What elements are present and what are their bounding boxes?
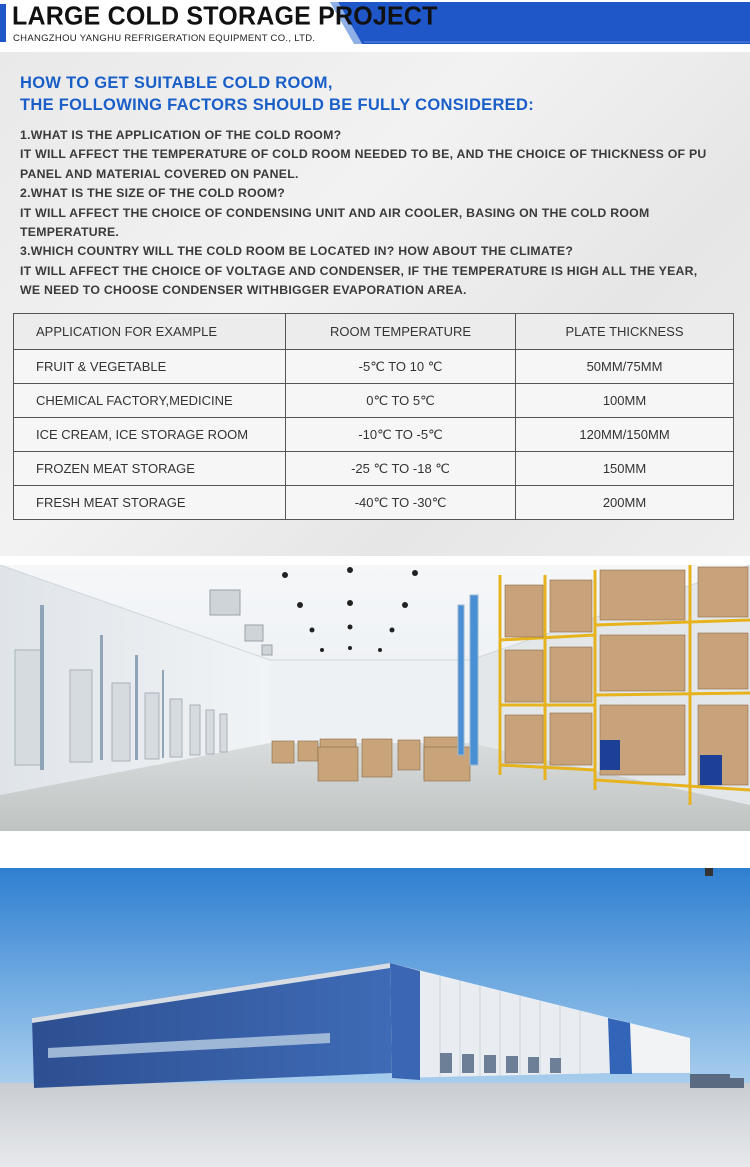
factors-text bbox=[20, 126, 735, 301]
table-cell: -40℃ TO -30℃ bbox=[286, 486, 516, 520]
building-exterior-illustration bbox=[0, 868, 750, 1167]
table-cell: -25 ℃ TO -18 ℃ bbox=[286, 452, 516, 486]
table-header-application: APPLICATION FOR EXAMPLE bbox=[14, 314, 286, 350]
table-row bbox=[14, 418, 734, 452]
spec-table bbox=[13, 313, 734, 520]
table-cell: ICE CREAM, ICE STORAGE ROOM bbox=[14, 418, 286, 452]
table-row bbox=[14, 486, 734, 520]
info-section bbox=[0, 52, 750, 556]
section-heading bbox=[20, 72, 534, 116]
header-accent-bar bbox=[0, 4, 6, 42]
text-line: 1.WHAT IS THE APPLICATION OF THE COLD ROOM? bbox=[20, 128, 342, 142]
heading-line-2: THE FOLLOWING FACTORS SHOULD BE FULLY CONSIDERED: bbox=[20, 96, 534, 114]
text-line: 3.WHICH COUNTRY WILL THE COLD ROOM BE LOCATED IN? HOW ABOUT THE CLIMATE? bbox=[20, 244, 574, 259]
table-row bbox=[14, 452, 734, 486]
warehouse-interior-illustration bbox=[0, 565, 750, 831]
warehouse-interior-photo bbox=[0, 565, 750, 831]
table-cell: FRUIT & VEGETABLE bbox=[14, 350, 286, 384]
table-cell: CHEMICAL FACTORY,MEDICINE bbox=[14, 384, 286, 418]
table-cell: FRESH MEAT STORAGE bbox=[14, 486, 286, 520]
table-cell: 200MM bbox=[516, 486, 734, 520]
text-line: PANEL AND MATERIAL COVERED ON PANEL. bbox=[20, 166, 299, 181]
header-banner bbox=[0, 0, 750, 50]
text-line: IT WILL AFFECT THE CHOICE OF CONDENSING UNIT AND AIR COOLER, BASING ON THE COLD ROOM bbox=[20, 205, 650, 220]
table-header-thickness: PLATE THICKNESS bbox=[516, 314, 734, 350]
table-header-temperature: ROOM TEMPERATURE bbox=[286, 314, 516, 350]
table-row bbox=[14, 350, 734, 384]
table-cell: 0℃ TO 5℃ bbox=[286, 384, 516, 418]
table-cell: FROZEN MEAT STORAGE bbox=[14, 452, 286, 486]
company-name: CHANGZHOU YANGHU REFRIGERATION EQUIPMENT CO., LTD. bbox=[13, 33, 316, 44]
photo-spacer bbox=[0, 831, 750, 868]
table-cell: -5℃ TO 10 ℃ bbox=[286, 350, 516, 384]
heading-line-1: HOW TO GET SUITABLE COLD ROOM, bbox=[20, 74, 333, 92]
table-header-row bbox=[14, 314, 734, 350]
page-title: LARGE COLD STORAGE PROJECT bbox=[12, 1, 438, 31]
building-exterior-photo bbox=[0, 868, 750, 1167]
table-row bbox=[14, 384, 734, 418]
text-line: 2.WHAT IS THE SIZE OF THE COLD ROOM? bbox=[20, 186, 285, 201]
text-line: IT WILL AFFECT THE TEMPERATURE OF COLD ROOM NEEDED TO BE, AND THE CHOICE OF THICKNESS OF PU bbox=[20, 147, 707, 162]
table-cell: 50MM/75MM bbox=[516, 350, 734, 384]
table-cell: 120MM/150MM bbox=[516, 418, 734, 452]
table-cell: 150MM bbox=[516, 452, 734, 486]
text-line: TEMPERATURE. bbox=[20, 225, 120, 240]
table-cell: -10℃ TO -5℃ bbox=[286, 418, 516, 452]
text-line: IT WILL AFFECT THE CHOICE OF VOLTAGE AND CONDENSER, IF THE TEMPERATURE IS HIGH ALL THE YEAR, bbox=[20, 263, 698, 278]
table-cell: 100MM bbox=[516, 384, 734, 418]
text-line: WE NEED TO CHOOSE CONDENSER WITHBIGGER EVAPORATION AREA. bbox=[20, 283, 467, 298]
